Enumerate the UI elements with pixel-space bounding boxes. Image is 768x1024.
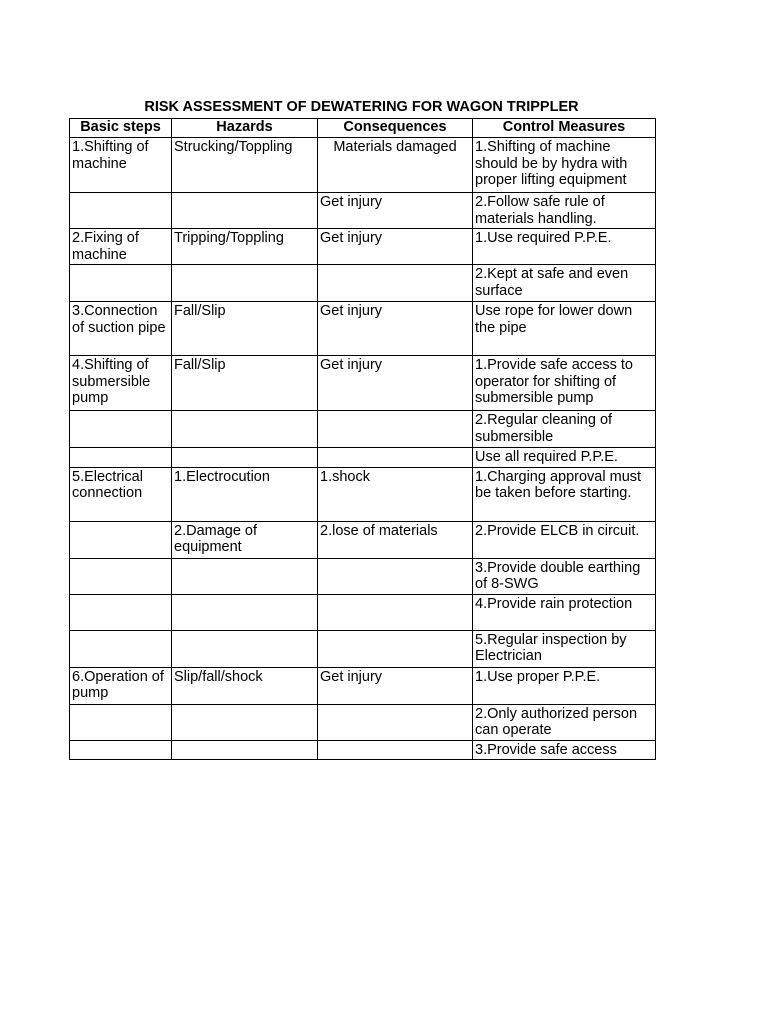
table-row	[70, 193, 656, 229]
table-row	[70, 411, 656, 448]
cell-step: 5.Electrical connection	[70, 467, 172, 521]
document-title: RISK ASSESSMENT OF DEWATERING FOR WAGON TRIPPLER	[144, 99, 579, 115]
header-hazards: Hazards	[172, 119, 318, 138]
cell-control: 1.Shifting of machine should be by hydra with proper lifting equipment	[473, 138, 656, 193]
cell-hazard: Tripping/Toppling	[172, 229, 318, 265]
cell-step	[70, 193, 172, 229]
table-row	[70, 448, 656, 468]
cell-step	[70, 704, 172, 740]
table-row	[70, 667, 656, 704]
cell-step	[70, 594, 172, 630]
cell-step	[70, 740, 172, 760]
cell-consequence	[318, 630, 473, 667]
cell-control: 1.Provide safe access to operator for shifting of submersible pump	[473, 356, 656, 411]
table-row	[70, 467, 656, 521]
cell-step	[70, 521, 172, 558]
cell-control: 3.Provide safe access	[473, 740, 656, 760]
cell-consequence	[318, 704, 473, 740]
cell-hazard	[172, 193, 318, 229]
cell-consequence: Get injury	[318, 356, 473, 411]
cell-control: 2.Regular cleaning of submersible	[473, 411, 656, 448]
cell-step	[70, 558, 172, 594]
table-row	[70, 630, 656, 667]
cell-control: 4.Provide rain protection	[473, 594, 656, 630]
table-row	[70, 704, 656, 740]
cell-hazard: 2.Damage of equipment	[172, 521, 318, 558]
cell-step: 2.Fixing of machine	[70, 229, 172, 265]
cell-consequence: Get injury	[318, 667, 473, 704]
cell-step: 6.Operation of pump	[70, 667, 172, 704]
risk-assessment-table	[69, 118, 656, 760]
cell-hazard: 1.Electrocution	[172, 467, 318, 521]
cell-hazard	[172, 411, 318, 448]
table-row	[70, 594, 656, 630]
cell-hazard	[172, 594, 318, 630]
table-row	[70, 558, 656, 594]
cell-control: 2.Kept at safe and even surface	[473, 265, 656, 302]
cell-step: 4.Shifting of submersible pump	[70, 356, 172, 411]
cell-consequence: Get injury	[318, 193, 473, 229]
cell-control: 2.Follow safe rule of materials handling.	[473, 193, 656, 229]
cell-control: 5.Regular inspection by Electrician	[473, 630, 656, 667]
cell-hazard	[172, 704, 318, 740]
cell-step	[70, 630, 172, 667]
table-row	[70, 740, 656, 760]
cell-hazard: Strucking/Toppling	[172, 138, 318, 193]
cell-control: 2.Provide ELCB in circuit.	[473, 521, 656, 558]
cell-hazard: Slip/fall/shock	[172, 667, 318, 704]
table-header-row	[70, 119, 656, 138]
cell-control: Use all required P.P.E.	[473, 448, 656, 468]
table-row	[70, 356, 656, 411]
cell-hazard	[172, 265, 318, 302]
header-consequences: Consequences	[318, 119, 473, 138]
cell-step	[70, 448, 172, 468]
cell-hazard	[172, 558, 318, 594]
cell-consequence	[318, 740, 473, 760]
cell-control: 1.Use required P.P.E.	[473, 229, 656, 265]
cell-consequence	[318, 448, 473, 468]
cell-step	[70, 411, 172, 448]
header-basic-steps: Basic steps	[70, 119, 172, 138]
cell-step: 1.Shifting of machine	[70, 138, 172, 193]
cell-control: 2.Only authorized person can operate	[473, 704, 656, 740]
cell-control: 3.Provide double earthing of 8-SWG	[473, 558, 656, 594]
cell-hazard	[172, 448, 318, 468]
cell-step: 3.Connection of suction pipe	[70, 302, 172, 356]
cell-control: 1.Charging approval must be taken before starting.	[473, 467, 656, 521]
table-row	[70, 138, 656, 193]
table-row	[70, 302, 656, 356]
cell-consequence	[318, 594, 473, 630]
cell-control: Use rope for lower down the pipe	[473, 302, 656, 356]
header-control-measures: Control Measures	[473, 119, 656, 138]
cell-hazard: Fall/Slip	[172, 356, 318, 411]
cell-hazard: Fall/Slip	[172, 302, 318, 356]
table-row	[70, 265, 656, 302]
cell-control: 1.Use proper P.P.E.	[473, 667, 656, 704]
cell-consequence	[318, 265, 473, 302]
cell-hazard	[172, 630, 318, 667]
cell-consequence	[318, 411, 473, 448]
cell-consequence: Get injury	[318, 302, 473, 356]
table-row	[70, 229, 656, 265]
cell-consequence: 1.shock	[318, 467, 473, 521]
cell-consequence	[318, 558, 473, 594]
cell-consequence: Materials damaged	[318, 138, 473, 193]
cell-consequence: 2.lose of materials	[318, 521, 473, 558]
cell-consequence: Get injury	[318, 229, 473, 265]
cell-hazard	[172, 740, 318, 760]
table-row	[70, 521, 656, 558]
cell-step	[70, 265, 172, 302]
